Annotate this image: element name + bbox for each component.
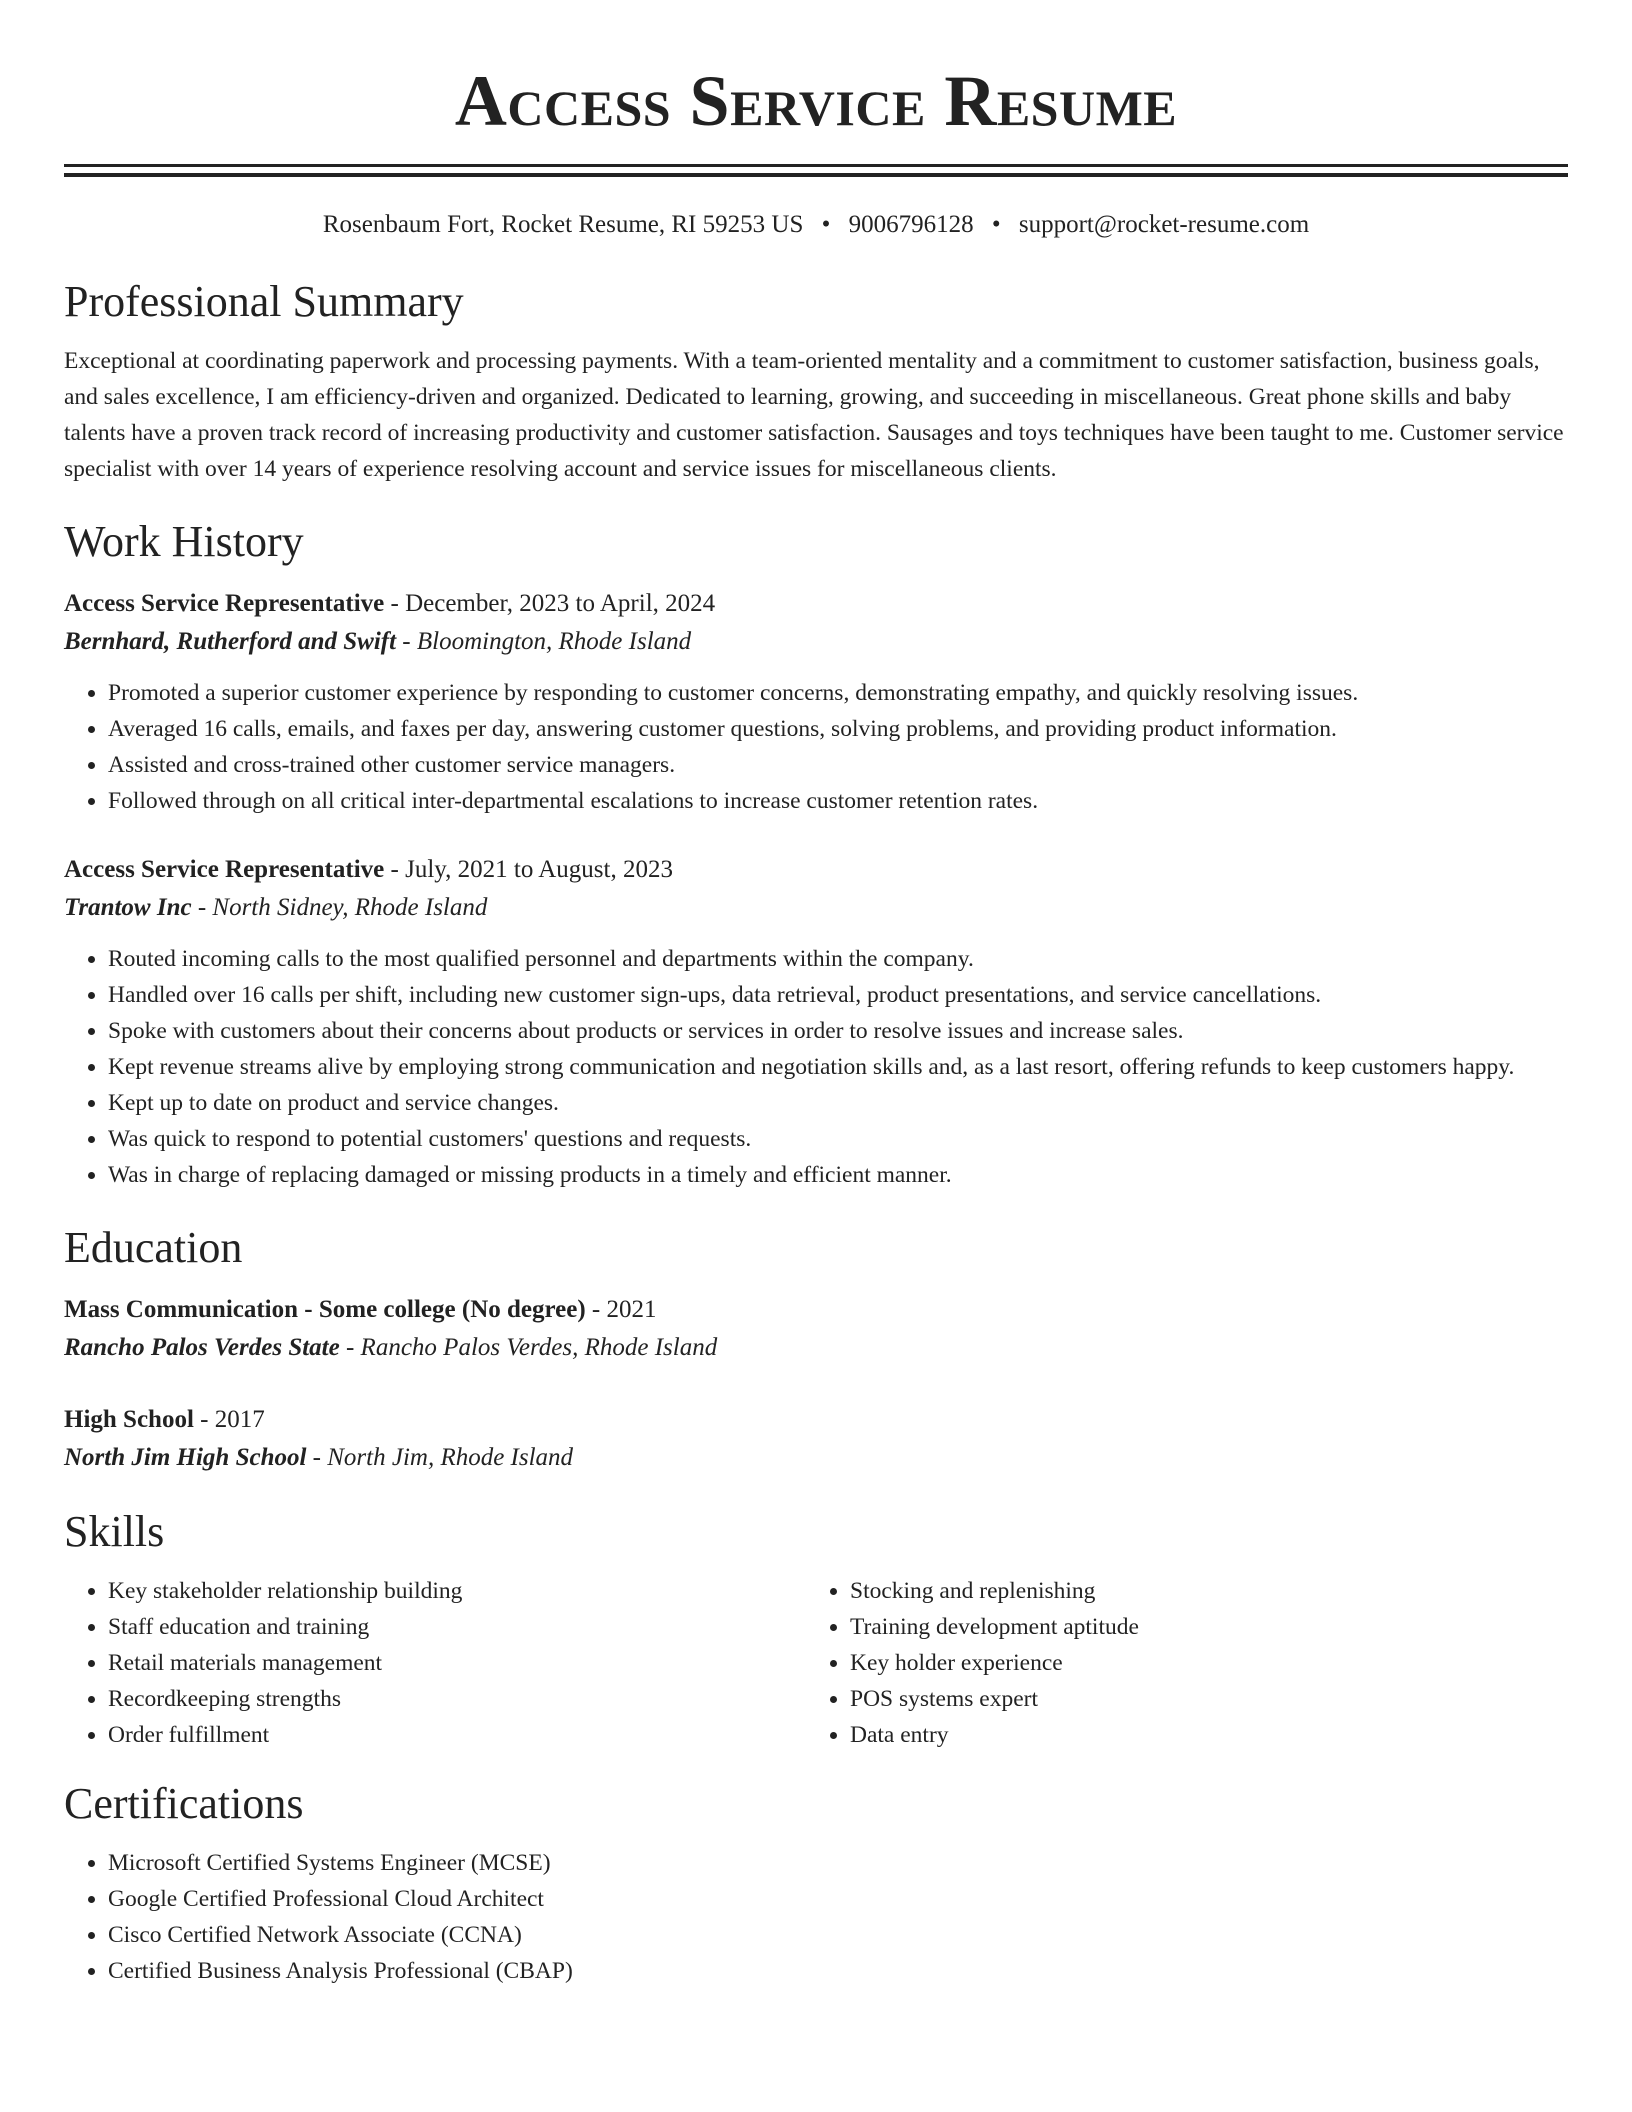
contact-email: support@rocket-resume.com bbox=[1018, 211, 1310, 238]
education-location: - North Jim, Rhode Island bbox=[306, 1444, 574, 1471]
job-title-line bbox=[64, 851, 1568, 889]
education-degree: Mass Communication - Some college (No degree) bbox=[64, 1296, 586, 1323]
job-bullet: • Assisted and cross-trained other customer service managers. bbox=[108, 747, 1568, 783]
job-title: Access Service Representative bbox=[64, 590, 385, 617]
skills-grid bbox=[64, 1573, 1568, 1753]
job-bullet: • Was quick to respond to potential customers' questions and requests. bbox=[108, 1121, 1568, 1157]
title-rule-bottom bbox=[64, 173, 1568, 177]
job-title-line bbox=[64, 585, 1568, 623]
certification-item: • Microsoft Certified Systems Engineer (MCSE) bbox=[108, 1845, 1568, 1881]
education-heading: Education bbox=[64, 1223, 243, 1272]
education-entry bbox=[64, 1401, 1568, 1477]
job-bullet: • Followed through on all critical inter-departmental escalations to increase customer retention rates. bbox=[108, 783, 1568, 819]
skill-item: • Key holder experience bbox=[850, 1645, 1548, 1681]
summary-heading: Professional Summary bbox=[64, 277, 464, 326]
job-bullet: • Handled over 16 calls per shift, including new customer sign-ups, data retrieval, product presentations, and service cancellations. bbox=[108, 977, 1568, 1013]
job-title: Access Service Representative bbox=[64, 856, 385, 883]
education-school: North Jim High School bbox=[64, 1444, 307, 1471]
job-bullets bbox=[64, 941, 1568, 1193]
job-bullet: • Promoted a superior customer experience by responding to customer concerns, demonstrating empathy, and quickly resolving issues. bbox=[108, 675, 1568, 711]
certifications-list bbox=[64, 1845, 1568, 1989]
job-location: - North Sidney, Rhode Island bbox=[191, 894, 488, 921]
work-history-heading: Work History bbox=[64, 517, 304, 566]
certifications-heading: Certifications bbox=[64, 1779, 304, 1828]
title-rule-top bbox=[64, 164, 1568, 167]
skill-item: • Key stakeholder relationship building bbox=[108, 1573, 806, 1609]
resume-title: Access Service Resume bbox=[454, 61, 1178, 141]
education-year: - 2021 bbox=[585, 1296, 657, 1323]
job-company: Trantow Inc bbox=[64, 894, 192, 921]
skill-item: • Data entry bbox=[850, 1717, 1548, 1753]
education-degree-line bbox=[64, 1291, 1568, 1329]
contact-separator: • bbox=[991, 211, 1001, 238]
certification-item: • Certified Business Analysis Professional (CBAP) bbox=[108, 1953, 1568, 1989]
certification-item: • Cisco Certified Network Associate (CCNA) bbox=[108, 1917, 1568, 1953]
skill-item: • Staff education and training bbox=[108, 1609, 806, 1645]
job-bullet: • Routed incoming calls to the most qualified personnel and departments within the company. bbox=[108, 941, 1568, 977]
contact-line bbox=[64, 209, 1568, 241]
skill-item: • POS systems expert bbox=[850, 1681, 1548, 1717]
education-location: - Rancho Palos Verdes, Rhode Island bbox=[339, 1334, 718, 1361]
skill-item: • Stocking and replenishing bbox=[850, 1573, 1548, 1609]
job-company: Bernhard, Rutherford and Swift bbox=[64, 628, 397, 655]
skill-item: • Order fulfillment bbox=[108, 1717, 806, 1753]
skill-item: • Recordkeeping strengths bbox=[108, 1681, 806, 1717]
job-bullet: • Was in charge of replacing damaged or missing products in a timely and efficient manner. bbox=[108, 1157, 1568, 1193]
job-location: - Bloomington, Rhode Island bbox=[396, 628, 692, 655]
job-bullet: • Spoke with customers about their concerns about products or services in order to resolve issues and increase sales. bbox=[108, 1013, 1568, 1049]
contact-separator: • bbox=[821, 211, 831, 238]
education-school-line bbox=[64, 1329, 1568, 1367]
education-school: Rancho Palos Verdes State bbox=[64, 1334, 340, 1361]
job-entry bbox=[64, 851, 1568, 1193]
skills-list-left bbox=[64, 1573, 806, 1753]
summary-text: Exceptional at coordinating paperwork and processing payments. With a team-oriented mentality and a commitment to customer satisfaction, business goals, and sales excellence, I am efficiency-driven and organized. Dedicated to learning, growing, and succeeding in miscellaneous. Great phone skills and baby talents have a proven track record of increasing productivity and customer satisfaction. Sausages and toys techniques have been taught to me. Customer service specialist with over 14 years of experience resolving account and service issues for miscellaneous clients. bbox=[64, 348, 1564, 482]
certification-item: • Google Certified Professional Cloud Architect bbox=[108, 1881, 1568, 1917]
education-year: - 2017 bbox=[193, 1406, 265, 1433]
skill-item: • Retail materials management bbox=[108, 1645, 806, 1681]
contact-phone: 9006796128 bbox=[848, 211, 974, 238]
contact-address: Rosenbaum Fort, Rocket Resume, RI 59253 US bbox=[322, 211, 804, 238]
skill-item: • Training development aptitude bbox=[850, 1609, 1548, 1645]
job-dates: - July, 2021 to August, 2023 bbox=[384, 856, 673, 883]
job-bullet: • Kept revenue streams alive by employing strong communication and negotiation skills and, as a last resort, offering refunds to keep customers happy. bbox=[108, 1049, 1568, 1085]
job-bullet: • Kept up to date on product and service changes. bbox=[108, 1085, 1568, 1121]
skills-list-right bbox=[806, 1573, 1548, 1753]
job-dates: - December, 2023 to April, 2024 bbox=[384, 590, 716, 617]
job-company-line bbox=[64, 623, 1568, 661]
job-entry bbox=[64, 585, 1568, 819]
education-entry bbox=[64, 1291, 1568, 1367]
job-bullets bbox=[64, 675, 1568, 819]
job-bullet: • Averaged 16 calls, emails, and faxes per day, answering customer questions, solving problems, and providing product information. bbox=[108, 711, 1568, 747]
skills-heading: Skills bbox=[64, 1507, 165, 1556]
education-school-line bbox=[64, 1439, 1568, 1477]
education-degree-line bbox=[64, 1401, 1568, 1439]
job-company-line bbox=[64, 889, 1568, 927]
education-degree: High School bbox=[64, 1406, 194, 1433]
